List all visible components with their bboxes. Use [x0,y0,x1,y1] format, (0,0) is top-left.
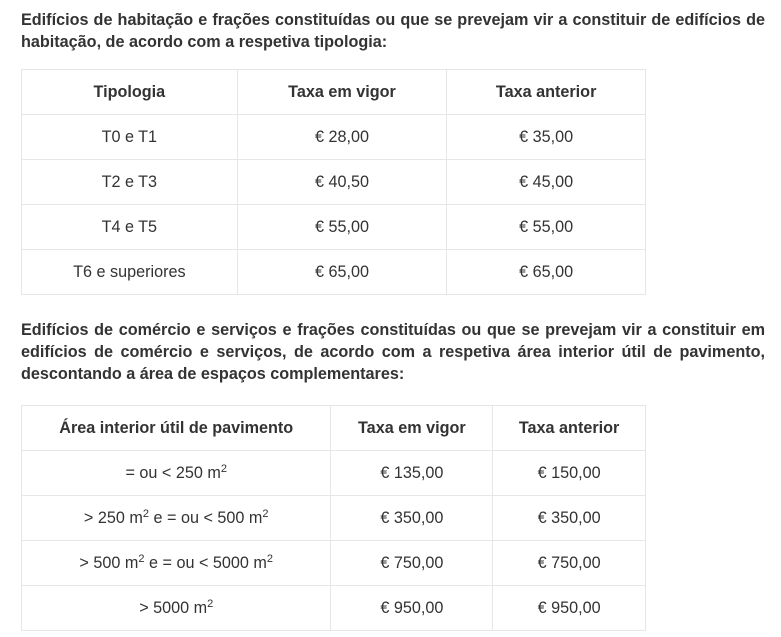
table-row [22,160,646,205]
area-cell [22,496,331,541]
tipologia-cell: T6 e superiores [22,250,238,295]
table-row [22,451,646,496]
taxa-anterior-cell: € 35,00 [447,115,646,160]
area-text: e = ou < 5000 [144,553,254,572]
area-text: > 250 [83,508,130,527]
taxa-em-vigor-cell: € 55,00 [237,205,447,250]
taxa-em-vigor-cell: € 750,00 [331,541,493,586]
taxa-em-vigor-cell: € 65,00 [237,250,447,295]
unit-exponent: 2 [266,552,274,565]
taxa-anterior-cell: € 55,00 [447,205,646,250]
column-header-taxa-em-vigor: Taxa em vigor [237,70,447,115]
table-row [22,115,646,160]
table-row [22,250,646,295]
area-text: > 5000 [139,598,194,617]
tipologia-cell: T4 e T5 [22,205,238,250]
table-row [22,586,646,631]
taxa-anterior-cell: € 750,00 [493,541,646,586]
area-text: e = ou < 500 [149,508,249,527]
column-header-taxa-em-vigor: Taxa em vigor [331,406,493,451]
unit-text: m [253,553,267,572]
table-row [22,541,646,586]
column-header-tipologia: Tipologia [22,70,238,115]
tipologia-cell: T0 e T1 [22,115,238,160]
taxa-em-vigor-cell: € 350,00 [331,496,493,541]
table-row [22,496,646,541]
unit-exponent: 2 [142,507,149,520]
comercio-servicos-table [21,405,646,631]
taxa-anterior-cell: € 45,00 [447,160,646,205]
column-header-taxa-anterior: Taxa anterior [493,406,646,451]
taxa-em-vigor-cell: € 950,00 [331,586,493,631]
area-cell [22,541,331,586]
unit-text: m [207,463,221,482]
unit-exponent: 2 [138,552,145,565]
unit-text: m [124,553,139,572]
taxa-anterior-cell: € 150,00 [493,451,646,496]
area-cell [22,451,331,496]
area-text: = ou < 250 [125,463,208,482]
column-header-taxa-anterior: Taxa anterior [447,70,646,115]
area-text: > 500 [79,553,125,572]
table-header-row [22,406,646,451]
unit-text: m [248,508,263,527]
area-cell [22,586,331,631]
taxa-anterior-cell: € 950,00 [493,586,646,631]
habitacao-heading: Edifícios de habitação e frações constituídas ou que se prevejam vir a constituir de edifícios de habitação, de acordo com a respetiva tipologia: [21,11,765,51]
taxa-anterior-cell: € 350,00 [493,496,646,541]
column-header-area: Área interior útil de pavimento [22,406,331,451]
habitacao-table [21,69,646,295]
unit-text: m [129,508,143,527]
comercio-servicos-heading: Edifícios de comércio e serviços e frações constituídas ou que se prevejam vir a constituir em edifícios de comércio e serviços, de acordo com a respetiva área interior útil de pavimento, descontando a área de espaços complementares: [21,321,765,383]
unit-text: m [193,598,208,617]
taxa-em-vigor-cell: € 28,00 [237,115,447,160]
table-header-row [22,70,646,115]
unit-exponent: 2 [220,462,227,475]
taxa-em-vigor-cell: € 40,50 [237,160,447,205]
taxa-anterior-cell: € 65,00 [447,250,646,295]
taxa-em-vigor-cell: € 135,00 [331,451,493,496]
tipologia-cell: T2 e T3 [22,160,238,205]
table-row [22,205,646,250]
unit-exponent: 2 [262,507,269,520]
unit-exponent: 2 [207,597,214,610]
